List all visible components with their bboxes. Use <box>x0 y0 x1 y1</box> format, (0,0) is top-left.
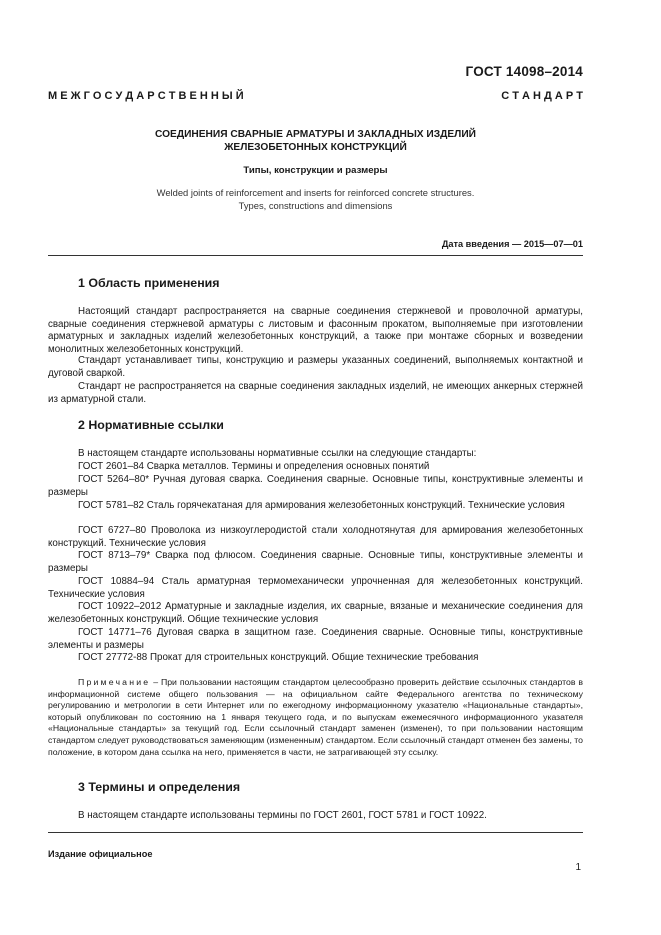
section-2-heading: 2 Нормативные ссылки <box>78 418 224 432</box>
gost-code: ГОСТ 14098–2014 <box>465 64 583 79</box>
standard-word: С Т А Н Д А Р Т <box>501 90 583 102</box>
english-title <box>48 186 583 212</box>
page-number: 1 <box>575 862 581 873</box>
header-divider <box>48 255 583 256</box>
intro-date: Дата введения — 2015—07—01 <box>441 239 583 249</box>
reference-item: ГОСТ 6727–80 Проволока из низкоуглеродистой стали холоднотянутая для армирования железобетонных конструкций. Технические условия <box>48 525 583 549</box>
reference-item: ГОСТ 14771–76 Дуговая сварка в защитном газе. Соединения сварные. Основные типы, конструктивные элементы и размеры <box>48 627 583 651</box>
note-label: Примечание <box>78 677 151 687</box>
interstate-standard-banner <box>48 90 583 102</box>
title-line-1: СОЕДИНЕНИЯ СВАРНЫЕ АРМАТУРЫ И ЗАКЛАДНЫХ ИЗДЕЛИЙ <box>155 129 476 140</box>
title-block <box>48 128 583 212</box>
reference-item: ГОСТ 5781–82 Сталь горячекатаная для армирования железобетонных конструкций. Технические условия <box>78 500 565 511</box>
section-1-heading: 1 Область применения <box>78 276 220 290</box>
english-title-line-2: Types, constructions and dimensions <box>238 200 393 211</box>
edition-label: Издание официальное <box>48 849 153 859</box>
reference-item: ГОСТ 5264–80* Ручная дуговая сварка. Соединения сварные. Основные типы, конструктивные элементы и размеры <box>48 474 583 498</box>
section-1-paragraph-3: Стандарт не распространяется на сварные соединения закладных изделий, не имеющих анкерных стержней из арматурной стали. <box>48 381 583 405</box>
section-1-paragraph-1: Настоящий стандарт распространяется на сварные соединения стержневой и проволочной арматуры, сварные соединения стержневой арматуры с листовым и фасонным прокатом, выполняемые при изготовлении арматурных и закладных изделий железобетонных конструкций, а также при монтаже сборных и возведении монолитных железобетонных конструкций. <box>48 306 583 355</box>
reference-item: ГОСТ 8713–79* Сварка под флюсом. Соединения сварные. Основные типы, конструктивные элементы и размеры <box>48 550 583 574</box>
interstate-word: М Е Ж Г О С У Д А Р С Т В Е Н Н Ы Й <box>48 90 244 102</box>
footer-divider <box>48 832 583 833</box>
note-paragraph <box>48 677 583 758</box>
reference-item: ГОСТ 27772-88 Прокат для строительных конструкций. Общие технические требования <box>78 652 479 663</box>
section-1-paragraph-2: Стандарт устанавливает типы, конструкцию и размеры указанных соединений, выполняемых контактной и дуговой сваркой. <box>48 355 583 379</box>
reference-item: ГОСТ 10884–94 Сталь арматурная термомеханически упрочненная для железобетонных конструкций. Технические условия <box>48 576 583 600</box>
english-title-line-1: Welded joints of reinforcement and inserts for reinforced concrete structures. <box>156 187 475 198</box>
title-line-2: ЖЕЛЕЗОБЕТОННЫХ КОНСТРУКЦИЙ <box>224 142 407 153</box>
section-2-intro: В настоящем стандарте использованы нормативные ссылки на следующие стандарты: <box>78 448 477 459</box>
reference-item: ГОСТ 10922–2012 Арматурные и закладные изделия, их сварные, вязаные и механические соединения для железобетонных конструкций. Общие технические условия <box>48 601 583 625</box>
section-3-paragraph-1: В настоящем стандарте использованы термины по ГОСТ 2601, ГОСТ 5781 и ГОСТ 10922. <box>78 810 487 821</box>
subtitle: Типы, конструкции и размеры <box>243 165 388 176</box>
section-3-heading: 3 Термины и определения <box>78 780 241 794</box>
reference-item: ГОСТ 2601–84 Сварка металлов. Термины и определения основных понятий <box>78 461 430 472</box>
note-text: – При пользовании настоящим стандартом целесообразно проверить действие ссылочных стандартов в информационной системе общего пользования — на официальном сайте Федерального агентства по техническому регулированию и метрологии в сети Интернет или по ежегодному информационному указателю «Национальные стандарты», который опубликован по состоянию на 1 января текущего года, и по выпускам ежемесячного информационного указателя «Национальные стандарты» за текущий год. Если ссылочный стандарт заменен (изменен), то при пользовании настоящим стандартом следует руководствоваться заменяющим (измененным) стандартом. Если ссылочный стандарт отменен без замены, то положение, в котором дана ссылка на него, применяется в части, не затрагивающей эту ссылку. <box>48 677 583 757</box>
